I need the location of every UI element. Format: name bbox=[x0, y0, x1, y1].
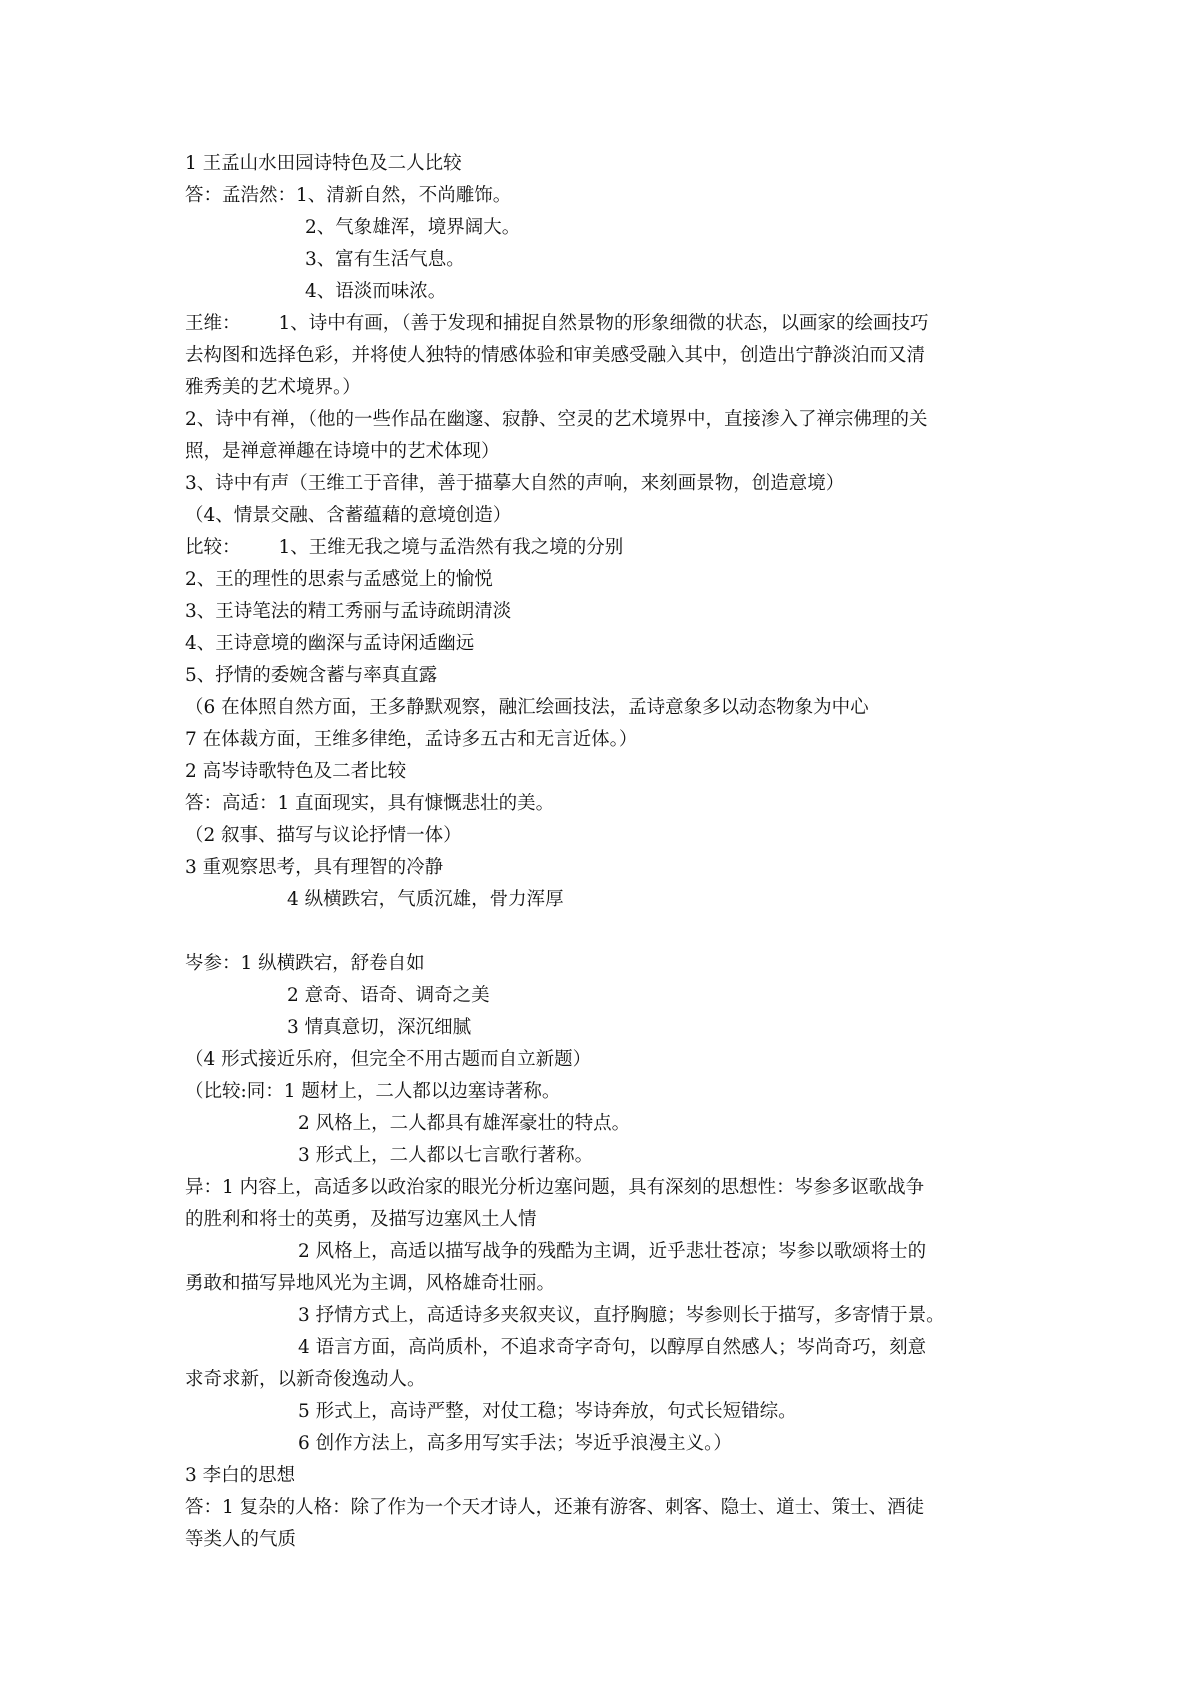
line-text: 3、王诗笔法的精工秀丽与孟诗疏朗清淡 bbox=[185, 601, 512, 622]
text-line bbox=[185, 532, 1015, 564]
text-line bbox=[185, 244, 1015, 276]
line-text: 勇敢和描写异地风光为主调，风格雄奇壮丽。 bbox=[185, 1273, 556, 1294]
text-line bbox=[185, 948, 1015, 980]
line-text: 等类人的气质 bbox=[185, 1529, 297, 1550]
line-text: 6 创作方法上，高多用写实手法；岑近乎浪漫主义。） bbox=[298, 1433, 732, 1454]
blank-line bbox=[185, 916, 1015, 948]
text-line bbox=[185, 180, 1015, 212]
text-line bbox=[185, 1364, 1015, 1396]
line-label: 王维： bbox=[185, 313, 241, 334]
line-text: 4、语淡而味浓。 bbox=[305, 281, 447, 302]
text-line bbox=[185, 1204, 1015, 1236]
text-line bbox=[185, 372, 1015, 404]
text-line bbox=[185, 884, 1015, 916]
text-line bbox=[185, 1172, 1015, 1204]
text-line bbox=[185, 1044, 1015, 1076]
document-body bbox=[185, 148, 1015, 1556]
line-text: 3、诗中有声（王维工于音律，善于描摹大自然的声响，来刻画景物，创造意境） bbox=[185, 473, 845, 494]
line-text: 的胜利和将士的英勇，及描写边塞风土人情 bbox=[185, 1209, 537, 1230]
line-text: 2 高岑诗歌特色及二者比较 bbox=[185, 761, 407, 782]
line-text: 1、诗中有画，（善于发现和捕捉自然景物的形象细微的状态，以画家的绘画技巧 bbox=[278, 313, 929, 334]
text-line bbox=[185, 852, 1015, 884]
text-line bbox=[185, 1012, 1015, 1044]
line-text: 2 意奇、语奇、调奇之美 bbox=[287, 985, 490, 1006]
line-text: 3 形式上，二人都以七言歌行著称。 bbox=[298, 1145, 594, 1166]
line-text: 求奇求新，以新奇俊逸动人。 bbox=[185, 1369, 426, 1390]
line-text: 2、气象雄浑，境界阔大。 bbox=[305, 217, 521, 238]
line-text: 3 抒情方式上，高适诗多夹叙夹议，直抒胸臆；岑参则长于描写，多寄情于景。 bbox=[298, 1305, 945, 1326]
line-text: 4、王诗意境的幽深与孟诗闲适幽远 bbox=[185, 633, 475, 654]
line-text: 4 纵横跌宕，气质沉雄，骨力浑厚 bbox=[287, 889, 564, 910]
text-line bbox=[185, 1108, 1015, 1140]
text-line bbox=[185, 148, 1015, 180]
text-line bbox=[185, 628, 1015, 660]
line-text: 答：高适：1 直面现实，具有慷慨悲壮的美。 bbox=[185, 793, 555, 814]
line-text: 2 风格上，高适以描写战争的残酷为主调，近乎悲壮苍凉；岑参以歌颂将士的 bbox=[298, 1241, 927, 1262]
line-text: （4 形式接近乐府，但完全不用古题而自立新题） bbox=[185, 1049, 592, 1070]
text-line bbox=[185, 1076, 1015, 1108]
text-line bbox=[185, 212, 1015, 244]
text-line bbox=[185, 468, 1015, 500]
text-line bbox=[185, 1300, 1015, 1332]
text-line bbox=[185, 340, 1015, 372]
line-text: 异：1 内容上，高适多以政治家的眼光分析边塞问题，具有深刻的思想性：岑参多讴歌战争 bbox=[185, 1177, 925, 1198]
line-text: 1、王维无我之境与孟浩然有我之境的分别 bbox=[278, 537, 624, 558]
text-line bbox=[185, 820, 1015, 852]
line-text: 去构图和选择色彩，并将使人独特的情感体验和审美感受融入其中，创造出宁静淡泊而又清 bbox=[185, 345, 926, 366]
text-line bbox=[185, 276, 1015, 308]
line-text: （6 在体照自然方面，王多静默观察，融汇绘画技法，孟诗意象多以动态物象为中心 bbox=[185, 697, 869, 718]
line-text: 7 在体裁方面，王维多律绝，孟诗多五古和无言近体。） bbox=[185, 729, 638, 750]
text-line bbox=[185, 660, 1015, 692]
text-line bbox=[185, 596, 1015, 628]
line-text: 1 王孟山水田园诗特色及二人比较 bbox=[185, 153, 462, 174]
line-text: 3 李白的思想 bbox=[185, 1465, 296, 1486]
text-line bbox=[185, 404, 1015, 436]
text-line bbox=[185, 724, 1015, 756]
line-text: （2 叙事、描写与议论抒情一体） bbox=[185, 825, 462, 846]
line-text: 岑参：1 纵横跌宕，舒卷自如 bbox=[185, 953, 425, 974]
text-line bbox=[185, 1460, 1015, 1492]
text-line bbox=[185, 436, 1015, 468]
line-text: 5 形式上，高诗严整，对仗工稳；岑诗奔放，句式长短错综。 bbox=[298, 1401, 797, 1422]
text-line bbox=[185, 1524, 1015, 1556]
line-text: 答：1 复杂的人格：除了作为一个天才诗人，还兼有游客、刺客、隐士、道士、策士、酒徒 bbox=[185, 1497, 925, 1518]
text-line bbox=[185, 692, 1015, 724]
line-text: 3 重观察思考，具有理智的冷静 bbox=[185, 857, 444, 878]
text-line bbox=[185, 1268, 1015, 1300]
text-line bbox=[185, 1428, 1015, 1460]
text-line bbox=[185, 980, 1015, 1012]
line-text: 2、王的理性的思索与孟感觉上的愉悦 bbox=[185, 569, 493, 590]
text-line bbox=[185, 1396, 1015, 1428]
text-line bbox=[185, 788, 1015, 820]
line-text: （比较:同：1 题材上，二人都以边塞诗著称。 bbox=[185, 1081, 561, 1102]
line-text: （4、情景交融、含蓄蕴藉的意境创造） bbox=[185, 505, 512, 526]
text-line bbox=[185, 1332, 1015, 1364]
line-text: 雅秀美的艺术境界。） bbox=[185, 377, 361, 398]
line-text: 2、诗中有禅，（他的一些作品在幽邃、寂静、空灵的艺术境界中，直接渗入了禅宗佛理的关 bbox=[185, 409, 928, 430]
text-line bbox=[185, 1492, 1015, 1524]
line-text: 3 情真意切，深沉细腻 bbox=[287, 1017, 472, 1038]
text-line bbox=[185, 500, 1015, 532]
line-text: 3、富有生活气息。 bbox=[305, 249, 465, 270]
line-text: 5、抒情的委婉含蓄与率真直露 bbox=[185, 665, 438, 686]
line-text: 4 语言方面，高尚质朴，不追求奇字奇句，以醇厚自然感人；岑尚奇巧，刻意 bbox=[298, 1337, 927, 1358]
line-label: 比较： bbox=[185, 537, 241, 558]
text-line bbox=[185, 308, 1015, 340]
line-text: 答：孟浩然：1、清新自然，不尚雕饰。 bbox=[185, 185, 512, 206]
line-text: 照，是禅意禅趣在诗境中的艺术体现） bbox=[185, 441, 500, 462]
text-line bbox=[185, 1140, 1015, 1172]
line-text: 2 风格上，二人都具有雄浑豪壮的特点。 bbox=[298, 1113, 631, 1134]
text-line bbox=[185, 1236, 1015, 1268]
text-line bbox=[185, 564, 1015, 596]
text-line bbox=[185, 756, 1015, 788]
